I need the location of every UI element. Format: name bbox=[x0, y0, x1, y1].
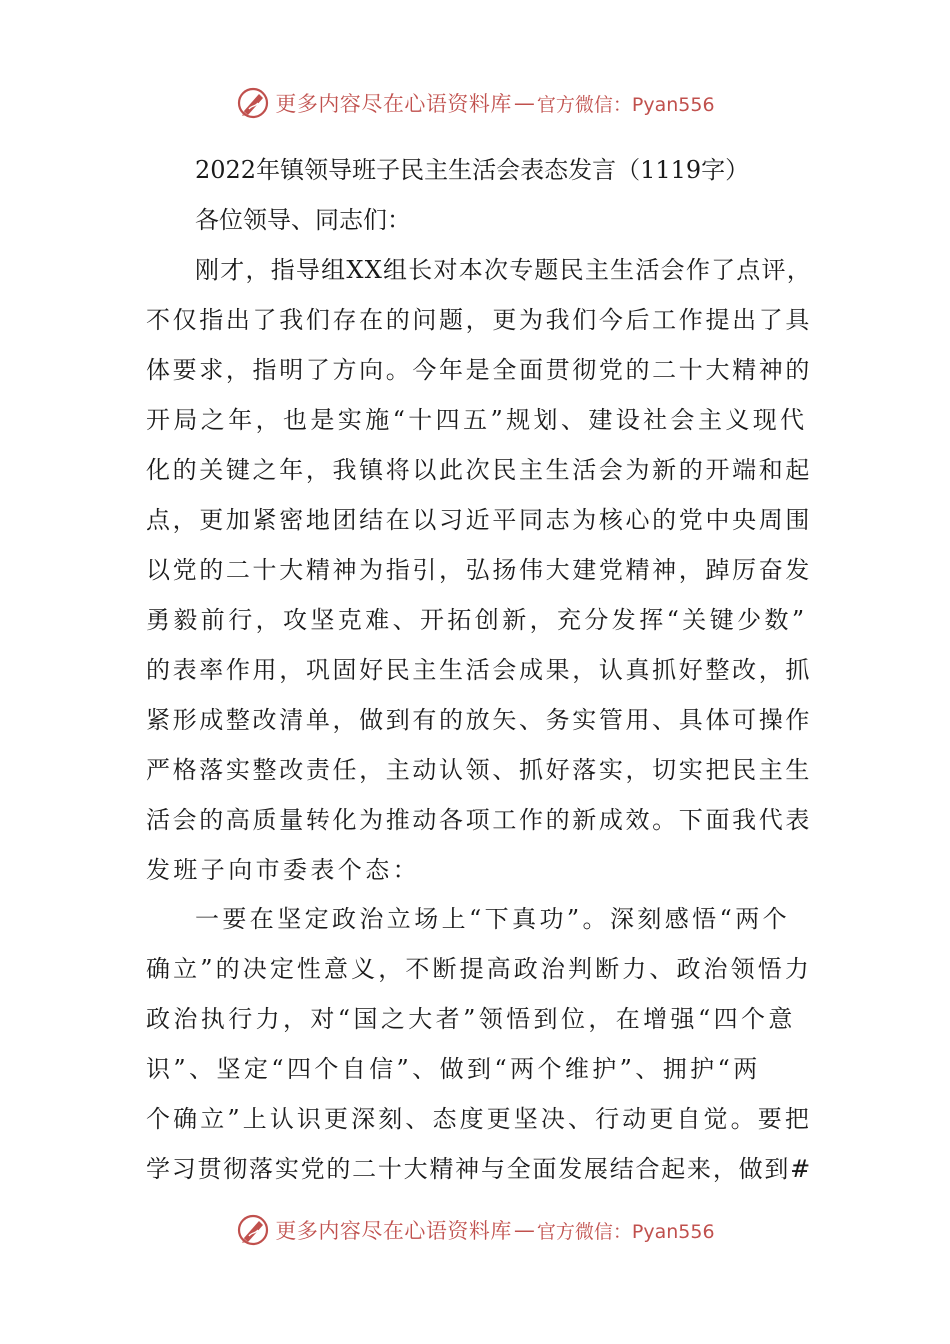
watermark-dash: — bbox=[513, 91, 535, 115]
paragraph-line: 化的关键之年，我镇将以此次民主生活会为新的开端和起 bbox=[146, 456, 812, 484]
paragraph-line: 以党的二十大精神为指引，弘扬伟大建党精神，踔厉奋发 bbox=[146, 556, 812, 584]
paragraph-line: 活会的高质量转化为推动各项工作的新成效。下面我代表 bbox=[146, 806, 812, 834]
watermark-sub: 官方微信：Pyan556 bbox=[536, 1220, 715, 1243]
paragraph-line: 个确立”上认识更深刻、态度更坚决、行动更自觉。要把 bbox=[146, 1105, 812, 1133]
watermark-banner-bottom bbox=[0, 1210, 950, 1250]
paragraph-line: 刚才，指导组XX组长对本次专题民主生活会作了点评， bbox=[195, 256, 812, 284]
pen-logo-icon bbox=[235, 1212, 271, 1248]
paragraph-line: 体要求，指明了方向。今年是全面贯彻党的二十大精神的 bbox=[146, 356, 812, 384]
watermark-dash: — bbox=[513, 1218, 535, 1242]
paragraph-line: 不仅指出了我们存在的问题，更为我们今后工作提出了具 bbox=[146, 306, 812, 334]
document-title: 2022年镇领导班子民主生活会表态发言（1119字） bbox=[195, 156, 750, 184]
watermark-text: 更多内容尽在心语资料库 bbox=[275, 1219, 512, 1243]
paragraph-line: 开局之年，也是实施“十四五”规划、建设社会主义现代 bbox=[146, 406, 808, 434]
paragraph-line: 发班子向市委表个态： bbox=[146, 856, 420, 884]
watermark-banner-top bbox=[0, 83, 950, 123]
paragraph-line: 确立”的决定性意义，不断提高政治判断力、政治领悟力 bbox=[146, 955, 812, 983]
paragraph-line: 勇毅前行，攻坚克难、开拓创新，充分发挥“关键少数” bbox=[146, 606, 808, 634]
paragraph-line: 的表率作用，巩固好民主生活会成果，认真抓好整改，抓 bbox=[146, 656, 812, 684]
watermark-sub: 官方微信：Pyan556 bbox=[536, 93, 715, 116]
greeting: 各位领导、同志们： bbox=[195, 206, 411, 234]
paragraph-line: 紧形成整改清单，做到有的放矢、务实管用、具体可操作 bbox=[146, 706, 812, 734]
pen-logo-icon bbox=[235, 85, 271, 121]
paragraph-line: 学习贯彻落实党的二十大精神与全面发展结合起来，做到# bbox=[146, 1155, 812, 1183]
paragraph-line: 识”、坚定“四个自信”、做到“两个维护”、拥护“两 bbox=[146, 1055, 761, 1083]
paragraph-line: 点，更加紧密地团结在以习近平同志为核心的党中央周围 bbox=[146, 506, 812, 534]
paragraph-line: 严格落实整改责任，主动认领、抓好落实，切实把民主生 bbox=[146, 756, 812, 784]
watermark-text: 更多内容尽在心语资料库 bbox=[275, 92, 512, 116]
paragraph-line: 政治执行力，对“国之大者”领悟到位，在增强“四个意 bbox=[146, 1005, 796, 1033]
paragraph-line: 一要在坚定政治立场上“下真功”。深刻感悟“两个 bbox=[195, 905, 791, 933]
